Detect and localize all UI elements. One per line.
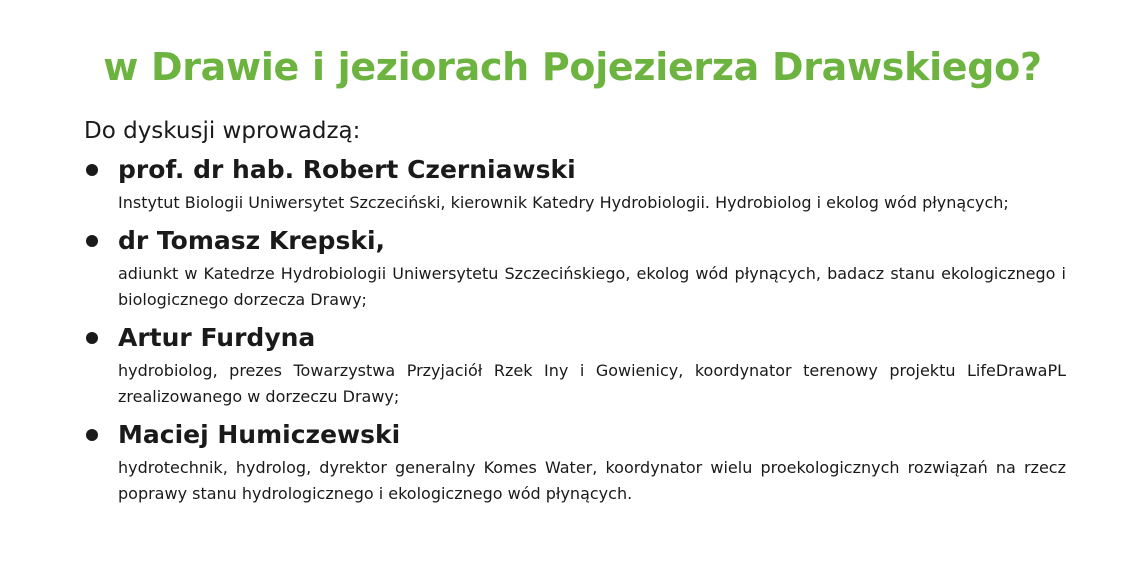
list-item — [84, 318, 1066, 410]
bullet-icon — [86, 164, 98, 176]
bullet-icon — [86, 235, 98, 247]
speaker-name: Artur Furdyna — [118, 323, 316, 352]
bullet-icon — [86, 429, 98, 441]
speaker-description: hydrobiolog, prezes Towarzystwa Przyjaciół Rzek Iny i Gowienicy, koordynator terenowy projektu LifeDrawaPL zrealizowanego w dorzeczu Drawy; — [118, 361, 1066, 406]
intro-text: Do dyskusji wprowadzą: — [84, 118, 361, 144]
speaker-name: Maciej Humiczewski — [118, 420, 401, 449]
title-cut-off-line — [0, 0, 1145, 10]
list-item — [84, 415, 1066, 507]
list-item — [84, 221, 1066, 313]
speaker-name: prof. dr hab. Robert Czerniawski — [118, 155, 576, 184]
page-title: w Drawie i jeziorach Pojezierza Drawskiego? — [103, 45, 1042, 90]
speaker-name: dr Tomasz Krepski, — [118, 226, 386, 255]
list-item — [84, 150, 1066, 216]
speaker-list — [84, 150, 1066, 512]
speaker-description: adiunkt w Katedrze Hydrobiologii Uniwersytetu Szczecińskiego, ekolog wód płynących, badacz stanu ekologicznego i biologicznego dorzecza Drawy; — [118, 264, 1066, 309]
bullet-icon — [86, 332, 98, 344]
speaker-description: hydrotechnik, hydrolog, dyrektor generalny Komes Water, koordynator wielu proekologicznych rozwiązań na rzecz poprawy stanu hydrologicznego i ekologicznego wód płynących. — [118, 458, 1066, 503]
speaker-description: Instytut Biologii Uniwersytet Szczeciński, kierownik Katedry Hydrobiologii. Hydrobiolog i ekolog wód płynących; — [118, 193, 1009, 212]
